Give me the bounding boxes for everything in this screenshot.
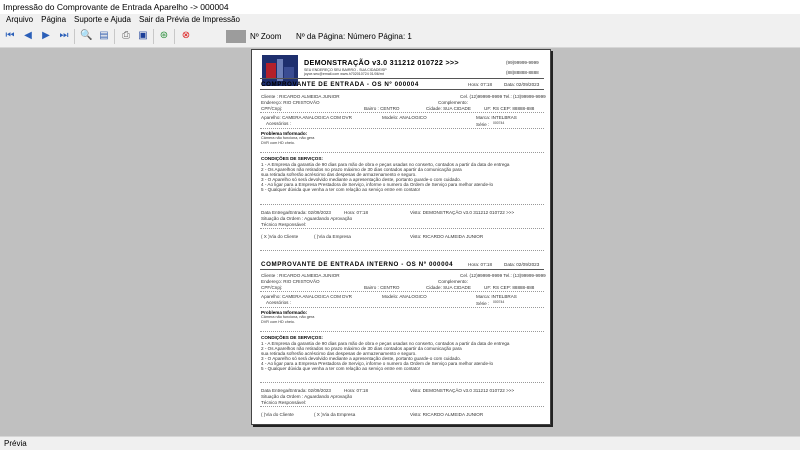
client-city: Cidade: SUA CIDADE [426, 106, 471, 111]
client-cpf: CPF/Cnpj: [261, 106, 283, 111]
close-icon[interactable]: ⊗ [181, 30, 191, 41]
client-neighborhood: Bairro : CENTRO [364, 285, 400, 290]
condition-line: 4 - Ao ligar para a Empresa Prestadora de Serviço, informe o numero da Ordem de Serviço para melhor atende-lo [261, 182, 494, 187]
entry-receipt-client [252, 50, 551, 239]
device-model: Modelo: ANALOGICO [382, 115, 427, 120]
report-page [251, 49, 551, 425]
company-address: SEU ENDEREÇO SEU BAIRRO - SUA CIDADE/SP [304, 68, 387, 72]
client-cpf: CPF/Cnpj: [261, 285, 283, 290]
client-name: Cliente : RICARDO ALMEIDA JUNIOR [261, 94, 340, 99]
condition-line: 4 - Ao ligar para a Empresa Prestadora de Serviço, informe o numero da Ordem de Serviço para melhor atende-lo [261, 361, 494, 366]
client-address: Endereço: RIO CRISTOVÃO [261, 279, 320, 284]
client-uf-cep: UF: RS CEP: 88888-888 [484, 106, 535, 111]
company-contact: joyce.seu@email.com www.h702010724 01/06/mt [304, 72, 384, 76]
delivery-time: Hora: 07:18 [344, 210, 369, 215]
conditions-title: CONDIÇÕES DE SERVIÇOS: [261, 156, 323, 161]
device-brand: Marca: INTELBRAS [476, 115, 517, 120]
divider [260, 382, 544, 383]
problem-line-1: Câmera não funciona, não gera [261, 315, 315, 319]
menu-suporte-ajuda[interactable]: Suporte e Ajuda [74, 15, 131, 24]
signature-client: Visto: RICARDO ALMEIDA JUNIOR [410, 412, 484, 417]
toolbar-separator [74, 29, 75, 44]
entry-time: Hora: 07:18 [468, 262, 493, 267]
printer-setup-icon[interactable]: ⎙ [122, 30, 130, 41]
divider [260, 78, 544, 79]
condition-line: 1 - A Empresa da garantia de 90 dias para mão de obra e peças usadas no conserto, contados a partir da data de entrega [261, 341, 510, 346]
section-title: COMPROVANTE DE ENTRADA - OS Nº 000004 [261, 81, 419, 88]
condition-line: 2 - Os Aparelhos não retirados no prazo máximo de 30 dias contados apartir da comunicação para [261, 346, 462, 351]
menu-arquivo[interactable]: Arquivo [6, 15, 34, 24]
copy-client: ( )Via do Cliente [261, 412, 294, 417]
order-status: Situação da Ordem : Aguardando Aprovação [261, 394, 353, 399]
zoom-label: Nº Zoom [250, 32, 282, 41]
status-bar: Prévia [0, 436, 800, 450]
page-setup-icon[interactable]: ▤ [99, 30, 109, 41]
divider [260, 307, 544, 308]
last-page-icon[interactable]: ⏭ [59, 30, 69, 41]
client-city: Cidade: SUA CIDADE [426, 285, 471, 290]
delivery-time: Hora: 07:18 [344, 388, 369, 393]
technician: Técnico Responsável: [261, 400, 307, 405]
divider [260, 331, 544, 332]
device-name: Aparelho: CAMERA ANALOGICA COM DVR [261, 115, 352, 120]
condition-line: sua retirada sofrerão acréscimo das despesas de armazenamento e seguro. [261, 351, 417, 356]
divider [260, 89, 544, 90]
entry-time: Hora: 07:18 [468, 82, 493, 87]
menu-bar [0, 14, 800, 26]
condition-line: 5 - Qualquer dúvida que venha a ter com relação ao serviço entre em contato! [261, 187, 421, 192]
device-serial: 000744 [493, 121, 505, 125]
client-complement: Complemento: [438, 100, 468, 105]
signature-client: Visto: RICARDO ALMEIDA JUNIOR [410, 234, 484, 239]
toolbar-separator [174, 29, 175, 44]
entry-date: Data: 02/09/2023 [504, 262, 540, 267]
problem-title: Problema Informado: [261, 131, 308, 136]
device-accessories: Acessórios : [266, 300, 292, 305]
divider [260, 406, 544, 407]
condition-line: 3 - O Aparelho só será devolvido mediante a apresentação deste, portanto guarde-o com cuidado. [261, 177, 461, 182]
entry-receipt-internal [252, 228, 551, 424]
device-serial: 000744 [493, 300, 505, 304]
copy-company: ( X )Via da Empresa [314, 412, 356, 417]
problem-line-2: DVR com HD cheio. [261, 320, 295, 324]
two-pages-icon[interactable]: ▣ [138, 30, 148, 41]
condition-line: 3 - O Aparelho só será devolvido mediante a apresentação deste, portanto guarde-o com cuidado. [261, 356, 461, 361]
device-name: Aparelho: CAMERA ANALOGICA COM DVR [261, 294, 352, 299]
signature-company: Visto: DEMONSTRAÇÃO v3.0 311212 010722 >>> [410, 210, 515, 215]
client-phones: Cel. (12)99999-9999 Tel.: (13)99999-9999 [460, 273, 546, 278]
zoom-icon[interactable]: 🔍 [80, 30, 93, 41]
condition-line: sua retirada sofrerão acréscimo das despesas de armazenamento e seguro. [261, 172, 417, 177]
order-status: Situação da Ordem : Aguardando Aprovação [261, 216, 353, 221]
section-title: COMPROVANTE DE ENTRADA INTERNO - OS Nº 000004 [261, 261, 454, 268]
divider [260, 112, 544, 113]
divider [260, 152, 544, 153]
condition-line: 1 - A Empresa da garantia de 90 dias para mão de obra e peças usadas no conserto, contados a partir da data de entrega [261, 162, 510, 167]
divider [260, 204, 544, 205]
conditions-title: CONDIÇÕES DE SERVIÇOS: [261, 335, 323, 340]
zoom-input[interactable] [226, 30, 246, 43]
device-accessories: Acessórios : [266, 121, 292, 126]
menu-sair-previa[interactable]: Sair da Prévia de Impressão [138, 15, 240, 24]
device-serial-label: Série : [476, 122, 490, 127]
client-phones: Cel. (12)99999-9999 Tel.: (13)99999-9999 [460, 94, 546, 99]
client-uf-cep: UF: RS CEP: 88888-888 [484, 285, 535, 290]
menu-pagina[interactable]: Página [41, 15, 67, 24]
toolbar-separator [114, 29, 115, 44]
window-title: Impressão do Comprovante de Entrada Aparelho -> 000004 [0, 0, 800, 14]
copy-company: ( )Via da Empresa [314, 234, 351, 239]
prev-page-icon[interactable]: ◀ [24, 30, 32, 41]
company-phone-1: (99)99999-9999 [506, 60, 539, 65]
divider [260, 269, 544, 270]
client-neighborhood: Bairro : CENTRO [364, 106, 400, 111]
export-icon[interactable]: ⊛ [159, 30, 169, 41]
client-name: Cliente : RICARDO ALMEIDA JUNIOR [261, 273, 340, 278]
company-phone-2: (88)88888-8888 [506, 70, 539, 75]
condition-line: 2 - Os Aparelhos não retirados no prazo máximo de 30 dias contados apartir da comunicação para [261, 167, 462, 172]
company-name: DEMONSTRAÇÃO v3.0 311212 010722 >>> [304, 58, 459, 67]
device-model: Modelo: ANALOGICO [382, 294, 427, 299]
device-brand: Marca: INTELBRAS [476, 294, 517, 299]
copy-client: ( X )Via do Cliente [261, 234, 299, 239]
first-page-icon[interactable]: ⏮ [5, 30, 15, 41]
device-serial-label: Série : [476, 301, 490, 306]
entry-date: Data: 02/09/2023 [504, 82, 540, 87]
divider [260, 291, 544, 292]
divider [260, 128, 544, 129]
client-complement: Complemento: [438, 279, 468, 284]
page-number-label: Nº da Página: Número Página: 1 [296, 32, 412, 41]
toolbar-separator [153, 29, 154, 44]
client-address: Endereço: RIO CRISTOVÃO [261, 100, 320, 105]
problem-line-2: DVR com HD cheio. [261, 141, 295, 145]
problem-title: Problema Informado: [261, 310, 308, 315]
signature-company: Visto: DEMONSTRAÇÃO v3.0 311212 010722 >>> [410, 388, 515, 393]
condition-line: 5 - Qualquer dúvida que venha a ter com relação ao serviço entre em contato! [261, 366, 421, 371]
next-page-icon[interactable]: ▶ [42, 30, 50, 41]
delivery-date: Data Entrega/Entrada: 02/09/2023 [261, 388, 331, 393]
technician: Técnico Responsável: [261, 222, 307, 227]
delivery-date: Data Entrega/Entrada: 02/09/2023 [261, 210, 331, 215]
problem-line-1: Câmera não funciona, não gera [261, 136, 315, 140]
